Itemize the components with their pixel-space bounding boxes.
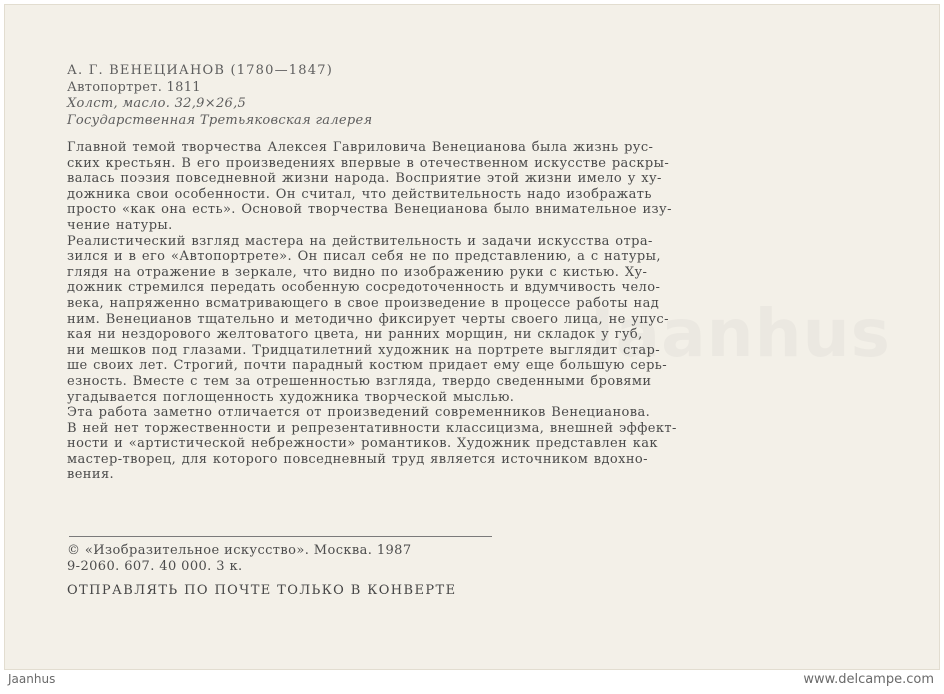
watermark: Jaanhus — [590, 295, 891, 372]
text-line: ских крестьян. В его произведениях впервые в отечественном искусстве раскры- — [67, 155, 670, 171]
text-line: дожник стремился передать особенную сосредоточенность и вдумчивость чело- — [67, 280, 661, 296]
text-line: ни мешков под глазами. Тридцатилетний художник на портрете выглядит стар- — [67, 342, 660, 358]
text-line: просто «как она есть». Основой творчества Венецианова было внимательное изу- — [67, 202, 672, 218]
text-line: вения. — [67, 467, 115, 483]
text-line: мастер-творец, для которого повседневный труд является источником вдохно- — [67, 451, 648, 467]
publisher-line: © «Изобразительное искусство». Москва. 1987 — [67, 543, 412, 558]
artwork-medium: Холст, масло. 32,9×26,5 — [67, 96, 247, 112]
museum-name: Государственная Третьяковская галерея — [67, 112, 373, 128]
postcard-back — [4, 4, 940, 670]
text-line: кая ни нездорового желтоватого цвета, ни ранних морщин, ни складок у губ, — [67, 327, 643, 343]
text-line: зился и в его «Автопортрете». Он писал себя не по представлению, а с натуры, — [67, 249, 661, 265]
text-line: чение натуры. — [67, 217, 173, 233]
print-code: 9-2060. 607. 40 000. 3 к. — [67, 558, 243, 574]
mailing-instruction: ОТПРАВЛЯТЬ ПО ПОЧТЕ ТОЛЬКО В КОНВЕРТЕ — [67, 583, 457, 598]
text-line: дожника свои особенности. Он считал, что действительность надо изображать — [67, 186, 652, 202]
paragraph-3 — [67, 405, 747, 483]
paragraph-2 — [67, 234, 747, 406]
source-label: Jaanhus — [8, 672, 56, 686]
imprint — [67, 543, 412, 574]
text-line: Эта работа заметно отличается от произведений современников Венецианова. — [67, 405, 651, 421]
text-line: езность. Вместе с тем за отрешенностью взгляда, твердо сведенными бровями — [67, 373, 652, 389]
text-line: ше своих лет. Строгий, почти парадный костюм придает ему еще большую серь- — [67, 358, 668, 374]
site-watermark: www.delcampe.com — [803, 672, 934, 687]
text-line: Реалистический взгляд мастера на действительность и задачи искусства отра- — [67, 233, 653, 249]
paragraph-1 — [67, 140, 747, 234]
description-text — [67, 140, 747, 483]
divider — [69, 536, 492, 537]
artist-name: А. Г. ВЕНЕЦИАНОВ (1780—1847) — [67, 63, 333, 78]
text-line: В ней нет торжественности и репрезентативности классицизма, внешней эффект- — [67, 420, 677, 436]
text-line: угадывается поглощенность художника творческой мыслью. — [67, 389, 515, 405]
text-line: века, напряженно всматривающего в свое произведение в процессе работы над — [67, 295, 660, 311]
text-line: валась поэзия повседневной жизни народа. Восприятие этой жизни имело у ху- — [67, 171, 662, 187]
text-line: Главной темой творчества Алексея Гавриловича Венецианова была жизнь рус- — [67, 140, 654, 155]
text-line: ним. Венецианов тщательно и методично фиксирует черты своего лица, не упус- — [67, 311, 669, 327]
artwork-caption — [67, 63, 372, 129]
artwork-title: Автопортрет. 1811 — [67, 79, 201, 95]
text-line: глядя на отражение в зеркале, что видно по изображению руки с кистью. Ху- — [67, 264, 648, 280]
text-line: ности и «артистической небрежности» романтиков. Художник представлен как — [67, 436, 658, 452]
